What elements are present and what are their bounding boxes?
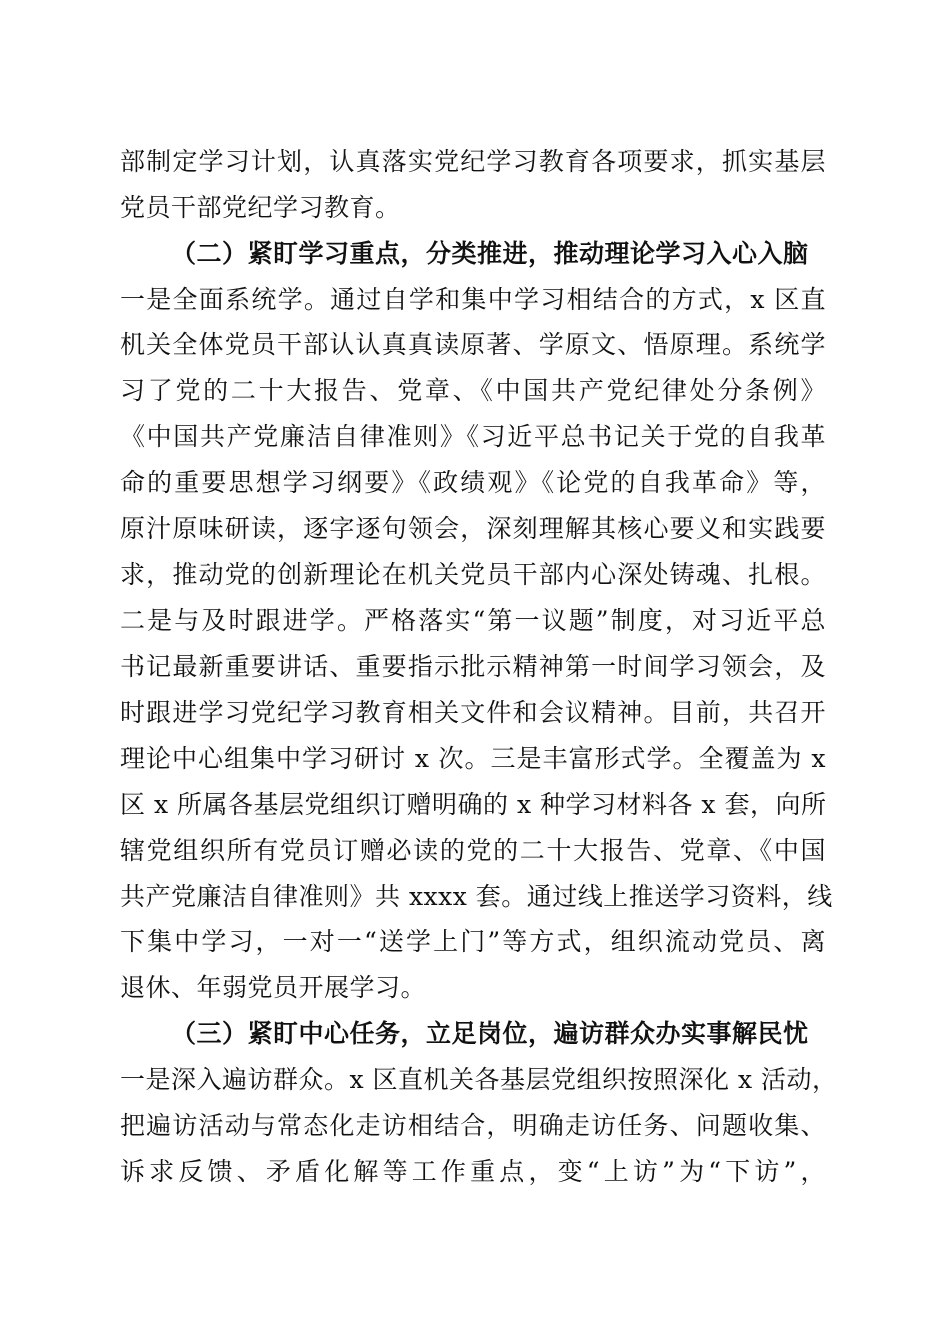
body-line: 二是与及时跟进学。严格落实“第一议题”制度，对习近平总 — [120, 606, 826, 635]
body-line: 理论中心组集中学习研讨 x 次。三是丰富形式学。全覆盖为 x — [120, 744, 826, 773]
body-line: 习了党的二十大报告、党章、《中国共产党纪律处分条例》 — [120, 376, 826, 405]
body-line: 退休、年弱党员开展学习。 — [120, 973, 427, 1002]
body-line: 辖党组织所有党员订赠必读的党的二十大报告、党章、《中国 — [120, 836, 826, 865]
body-line: 《中国共产党廉洁自律准则》《习近平总书记关于党的自我革 — [120, 422, 826, 451]
body-line: 一是全面系统学。通过自学和集中学习相结合的方式，x 区直 — [120, 285, 826, 314]
body-line: 书记最新重要讲话、重要指示批示精神第一时间学习领会，及 — [120, 652, 826, 681]
body-line: 时跟进学习党纪学习教育相关文件和会议精神。目前，共召开 — [120, 698, 826, 727]
body-line: 诉求反馈、矛盾化解等工作重点，变“上访”为“下访”， — [120, 1157, 827, 1186]
body-line: 下集中学习，一对一“送学上门”等方式，组织流动党员、离 — [120, 927, 826, 956]
body-line: 党员干部党纪学习教育。 — [120, 193, 401, 222]
body-line: 区 x 所属各基层党组织订赠明确的 x 种学习材料各 x 套，向所 — [120, 790, 827, 819]
body-line: 求，推动党的创新理论在机关党员干部内心深处铸魂、扎根。 — [120, 560, 826, 589]
section-heading: （二）紧盯学习重点，分类推进，推动理论学习入心入脑 — [171, 239, 809, 268]
body-line: 把遍访活动与常态化走访相结合，明确走访任务、问题收集、 — [120, 1111, 826, 1140]
body-line: 部制定学习计划，认真落实党纪学习教育各项要求，抓实基层 — [120, 147, 826, 176]
body-line: 共产党廉洁自律准则》共 xxxx 套。通过线上推送学习资料，线 — [120, 882, 833, 911]
body-line: 机关全体党员干部认认真真读原著、学原文、悟原理。系统学 — [120, 330, 826, 359]
body-line: 命的重要思想学习纲要》《政绩观》《论党的自我革命》等， — [120, 468, 826, 497]
body-line: 一是深入遍访群众。x 区直机关各基层党组织按照深化 x 活动， — [120, 1065, 838, 1094]
body-line: 原汁原味研读，逐字逐句领会，深刻理解其核心要义和实践要 — [120, 514, 826, 543]
section-heading: （三）紧盯中心任务，立足岗位，遍访群众办实事解民忧 — [171, 1019, 809, 1048]
